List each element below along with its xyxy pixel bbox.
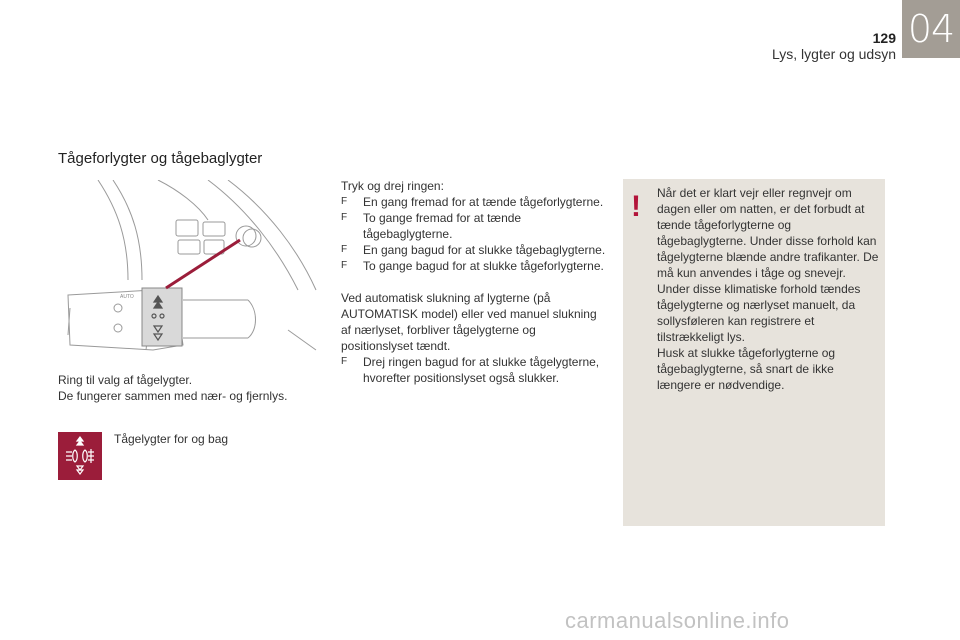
bullet-icon: F — [341, 244, 348, 255]
warning-text — [657, 185, 879, 393]
page-number: 129 — [872, 30, 896, 46]
instruction-step: F To gange bagud for at slukke tågeforlygterne. — [341, 259, 604, 273]
warning-icon: ! — [631, 190, 641, 223]
fog-symbol-label: Tågelygter for og bag — [114, 432, 229, 446]
caption-line-2: De fungerer sammen med nær- og fjernlys. — [58, 389, 288, 403]
section-title: Tågeforlygter og tågebaglygter — [58, 150, 263, 167]
watermark: carmanualsonline.info — [565, 608, 790, 633]
bullet-icon: F — [341, 196, 348, 207]
auto-label: AUTO — [120, 294, 134, 300]
instructions-intro: Tryk og drej ringen: — [341, 179, 444, 193]
bullet-icon: F — [341, 212, 348, 223]
warning-paragraph: Husk at slukke tågeforlygterne og tågebaglygterne, så snart de ikke længere er nødvendige. — [657, 346, 836, 392]
instructions — [341, 178, 609, 386]
fog-lights-symbol — [58, 432, 102, 480]
instruction-step: F En gang bagud for at slukke tågebaglygterne. — [341, 243, 606, 257]
warning-paragraph: Når det er klart vejr eller regnvejr om dagen eller om natten, er det forbudt at tænde tågeforlygterne og tågebaglygterne. Under disse forhold kan tågelygterne blænde andre trafikanter. De må kun anvendes i tåge og snevejr. — [657, 186, 879, 280]
instruction-step: F To gange fremad for at tænde tågebaglygterne. — [341, 211, 522, 241]
chapter-tab: 04 — [902, 0, 960, 58]
chapter-title: Lys, lygter og udsyn — [772, 46, 896, 62]
illustration-caption — [58, 372, 287, 404]
bullet-icon: F — [341, 356, 348, 367]
warning-paragraph: Under disse klimatiske forhold tændes tågelygterne og nærlyset manuelt, da sollysføleren kan registrere et tilstrækkeligt lys. — [657, 282, 861, 344]
fog-light-icon — [58, 432, 102, 480]
instruction-step: F Drej ringen bagud for at slukke tågelygterne, hvorefter positionslyset også slukker. — [341, 355, 600, 385]
fog-ring-illustration — [58, 180, 318, 360]
bullet-icon: F — [341, 260, 348, 271]
instruction-step: F En gang fremad for at tænde tågeforlygterne. — [341, 195, 604, 209]
caption-line-1: Ring til valg af tågelygter. — [58, 373, 193, 387]
auto-paragraph: Ved automatisk slukning af lygterne (på AUTOMATISK model) eller ved manuel slukning af nærlyset, forbliver tågelygterne og positionslyset tændt. — [341, 291, 597, 353]
